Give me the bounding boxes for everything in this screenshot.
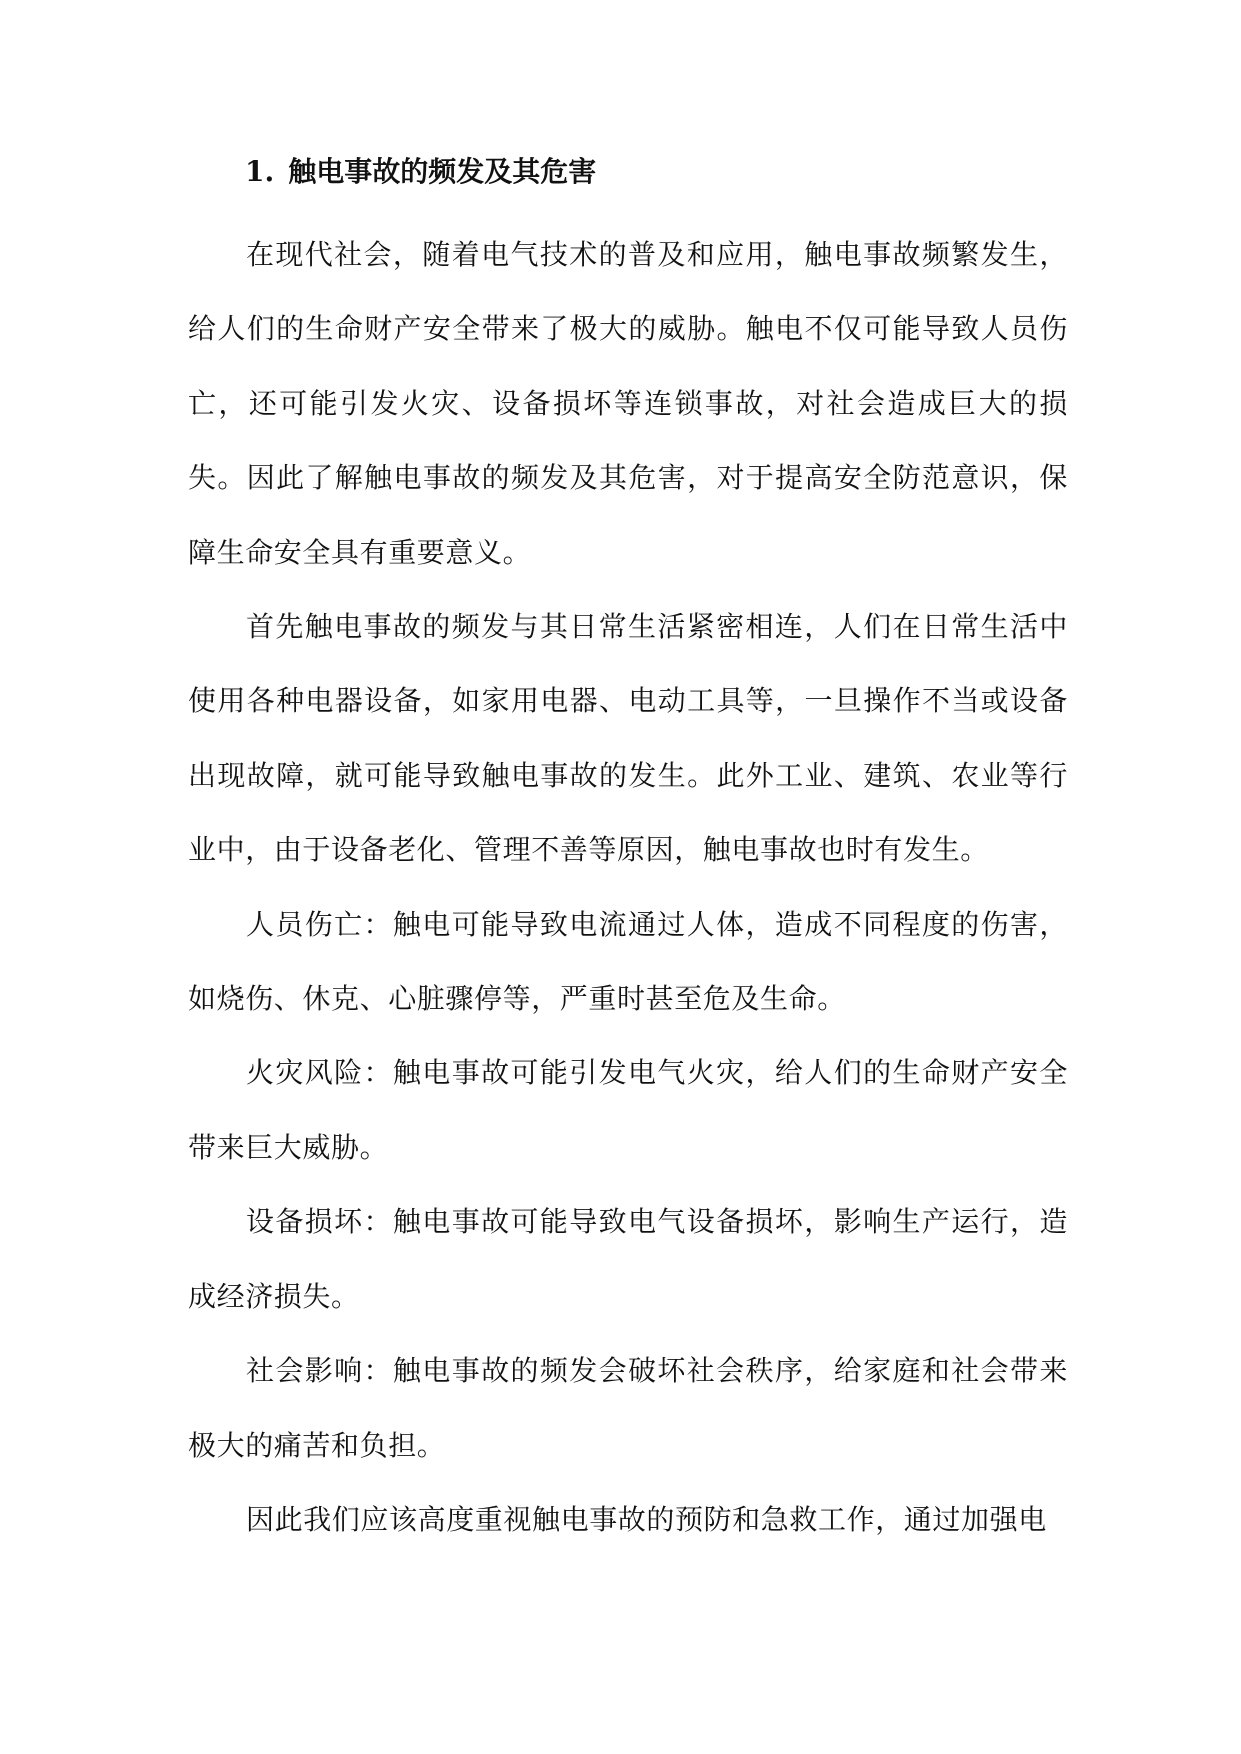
- paragraph-frequency: 首先触电事故的频发与其日常生活紧密相连，人们在日常生活中使用各种电器设备，如家用电器、电动工具等，一旦操作不当或设备出现故障，就可能导致触电事故的发生。此外工业、建筑、农业等行业中，由于设备老化、管理不善等原因，触电事故也时有发生。: [188, 610, 1068, 867]
- paragraph-social-impact: 社会影响：触电事故的频发会破坏社会秩序，给家庭和社会带来极大的痛苦和负担。: [188, 1354, 1068, 1462]
- paragraph-casualties: 人员伤亡：触电可能导致电流通过人体，造成不同程度的伤害，如烧伤、休克、心脏骤停等，严重时甚至危及生命。: [188, 907, 1068, 1016]
- section-number: 1.: [245, 155, 275, 188]
- paragraph-fire-risk: 火灾风险：触电事故可能引发电气火灾，给人们的生命财产安全带来巨大威胁。: [188, 1056, 1068, 1164]
- paragraph-conclusion: 因此我们应该高度重视触电事故的预防和急救工作，通过加强电: [246, 1502, 1047, 1536]
- paragraph-intro: 在现代社会，随着电气技术的普及和应用，触电事故频繁发生，给人们的生命财产安全带来了极大的威胁。触电不仅可能导致人员伤亡，还可能引发火灾、设备损坏等连锁事故，对社会造成巨大的损失。因此了解触电事故的频发及其危害，对于提高安全防范意识，保障生命安全具有重要意义。: [188, 238, 1068, 569]
- section-title: 触电事故的频发及其危害: [288, 155, 597, 188]
- paragraph-equipment-damage: 设备损坏：触电事故可能导致电气设备损坏，影响生产运行，造成经济损失。: [188, 1205, 1068, 1313]
- document-body: [188, 142, 1068, 1557]
- section-heading: [188, 142, 1068, 202]
